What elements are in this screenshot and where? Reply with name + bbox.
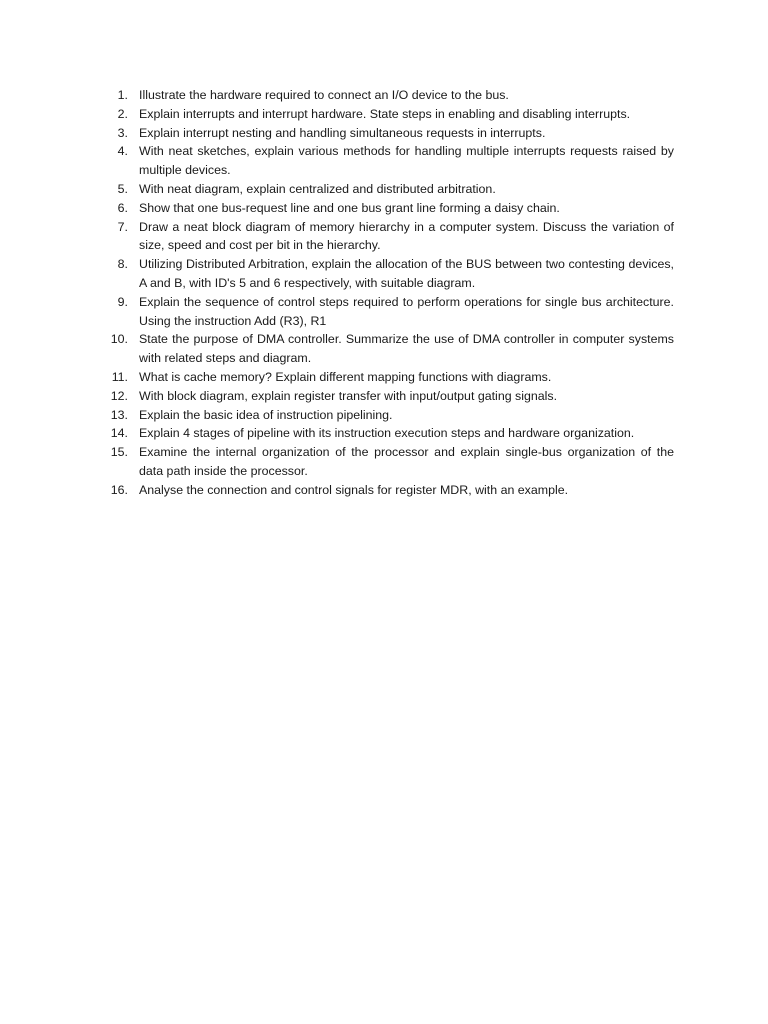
question-number: 16. [110, 482, 128, 497]
question-number: 13. [110, 407, 128, 422]
question-number: 14. [110, 426, 128, 441]
question-number: 15. [110, 445, 128, 460]
question-text: Explain interrupts and interrupt hardware. State steps in enabling and disabling interrupts. [139, 106, 631, 121]
question-number: 10. [110, 332, 128, 347]
question-number: 6. [117, 200, 128, 215]
question-text: Explain interrupt nesting and handling simultaneous requests in interrupts. [139, 125, 546, 140]
question-text: Show that one bus-request line and one bus grant line forming a daisy chain. [139, 200, 560, 215]
question-item [108, 86, 674, 105]
question-number: 9. [117, 294, 128, 309]
question-item [108, 255, 674, 293]
question-text: Explain the sequence of control steps required to perform operations for single bus architecture. Using the instruction Add (R3), R1 [139, 294, 674, 328]
question-text: Draw a neat block diagram of memory hierarchy in a computer system. Discuss the variation of size, speed and cost per bit in the hierarchy. [139, 219, 674, 253]
question-text: Explain the basic idea of instruction pipelining. [139, 407, 393, 422]
question-number: 7. [117, 219, 128, 234]
question-number: 4. [117, 144, 128, 159]
question-item [108, 180, 674, 199]
question-text: Explain 4 stages of pipeline with its instruction execution steps and hardware organization. [139, 426, 635, 441]
question-item [108, 293, 674, 331]
question-item [108, 199, 674, 218]
question-text: What is cache memory? Explain different mapping functions with diagrams. [139, 369, 552, 384]
question-text: Analyse the connection and control signals for register MDR, with an example. [139, 482, 569, 497]
question-item [108, 443, 674, 481]
question-item [108, 406, 674, 425]
question-item [108, 124, 674, 143]
question-item [108, 481, 674, 500]
question-number: 8. [117, 257, 128, 272]
question-text: With neat diagram, explain centralized and distributed arbitration. [139, 181, 496, 196]
question-number: 5. [117, 181, 128, 196]
question-text: Utilizing Distributed Arbitration, explain the allocation of the BUS between two contesting devices, A and B, with ID's 5 and 6 respectively, with suitable diagram. [139, 257, 674, 290]
question-text: With block diagram, explain register transfer with input/output gating signals. [139, 388, 558, 403]
question-item [108, 142, 674, 180]
question-text: State the purpose of DMA controller. Summarize the use of DMA controller in computer systems with related steps and diagram. [139, 332, 674, 366]
question-item [108, 387, 674, 406]
question-item [108, 218, 674, 256]
question-number: 12. [110, 388, 128, 403]
question-text: Examine the internal organization of the processor and explain single-bus organization of the data path inside the processor. [139, 445, 674, 478]
question-item [108, 330, 674, 368]
question-number: 11. [111, 369, 128, 384]
question-number: 2. [117, 106, 128, 121]
question-item [108, 424, 674, 443]
question-item [108, 105, 674, 124]
question-item [108, 368, 674, 387]
question-number: 1. [117, 88, 128, 102]
question-number: 3. [117, 125, 128, 140]
question-text: With neat sketches, explain various methods for handling multiple interrupts requests raised by multiple devices. [139, 144, 674, 178]
question-list [108, 86, 674, 500]
question-text: Illustrate the hardware required to connect an I/O device to the bus. [139, 88, 509, 102]
